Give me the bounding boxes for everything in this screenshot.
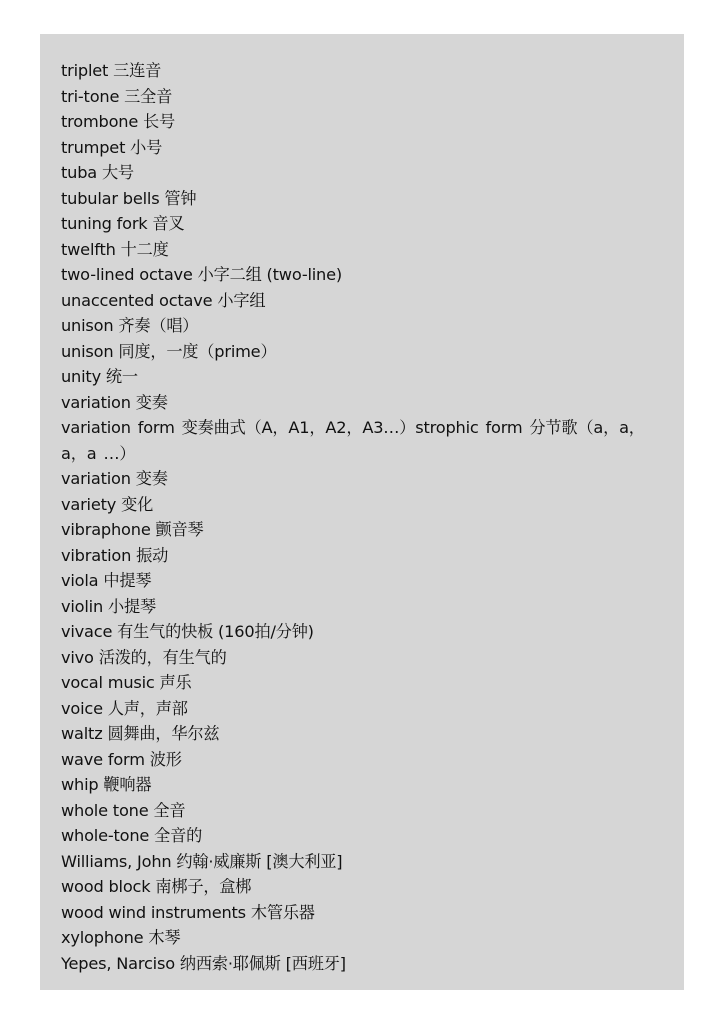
glossary-entry: Williams, John 约翰·威廉斯 [澳大利亚] [61,851,343,871]
glossary-entry: vivo 活泼的，有生气的 [61,647,227,667]
glossary-entry: voice 人声，声部 [61,698,188,718]
document-page [40,34,684,990]
glossary-entry: whole-tone 全音的 [61,826,203,845]
glossary-entry: variation 变奏 [61,469,168,488]
glossary-entry: trombone 长号 [61,112,176,131]
glossary-entry: trumpet 小号 [61,137,163,157]
glossary-entry: vibration 振动 [61,545,169,565]
glossary-entry: tri-tone 三全音 [61,86,173,106]
glossary-entry: tuba 大号 [61,163,134,182]
glossary-entry: unison 同度，一度（prime） [61,341,277,361]
glossary-entry: wood block 南梆子，盒梆 [61,877,252,896]
glossary-entry: whole tone 全音 [61,800,186,820]
glossary-entry: variety 变化 [61,494,154,514]
glossary-entry: wave form 波形 [61,749,182,769]
glossary-entry: vocal music 声乐 [61,673,192,692]
glossary-entry: vivace 有生气的快板 (160拍/分钟) [61,622,314,641]
glossary-entry: variation form 变奏曲式（A，A1，A2，A3…）strophic form 分节歌（a，a，a，a …） [61,418,645,463]
glossary-list [61,58,661,976]
glossary-entry: two-lined octave 小字二组 (two-line) [61,265,342,284]
glossary-entry: variation 变奏 [61,392,168,412]
glossary-entry: xylophone 木琴 [61,928,181,947]
glossary-entry: wood wind instruments 木管乐器 [61,902,315,922]
glossary-entry: unaccented octave 小字组 [61,290,266,310]
glossary-entry: unity 统一 [61,367,138,386]
glossary-entry: viola 中提琴 [61,571,152,590]
glossary-entry: whip 鞭响器 [61,775,152,794]
glossary-entry: waltz 圆舞曲，华尔兹 [61,724,220,743]
glossary-entry: tubular bells 管钟 [61,188,197,208]
glossary-entry: triplet 三连音 [61,61,162,80]
glossary-entry: unison 齐奏（唱） [61,316,199,335]
glossary-entry: vibraphone 颤音琴 [61,520,204,539]
glossary-entry: violin 小提琴 [61,596,156,616]
glossary-entry: twelfth 十二度 [61,239,169,259]
glossary-entry: tuning fork 音叉 [61,214,185,233]
glossary-entry: Yepes, Narciso 纳西索·耶佩斯 [西班牙] [61,953,346,973]
